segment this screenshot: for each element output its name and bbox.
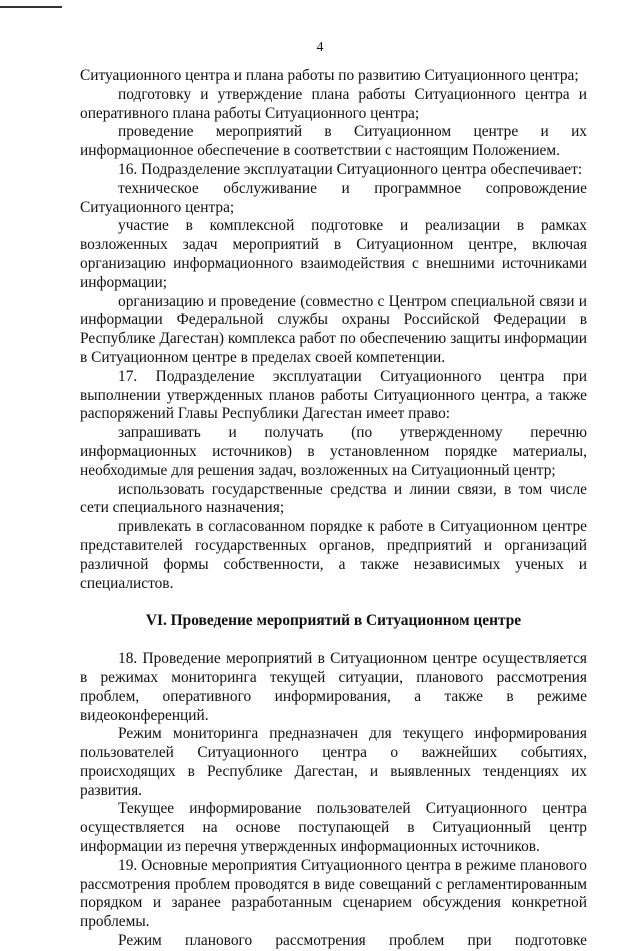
paragraph: подготовку и утверждение плана работы Ситуационного центра и оперативного плана работы Ситуационного центра;	[80, 85, 587, 122]
paragraph: 17. Подразделение эксплуатации Ситуационного центра при выполнении утвержденных планов работы Ситуационного центра, а также распоряжений Главы Республики Дагестан имеет право:	[80, 367, 587, 423]
paragraph: запрашивать и получать (по утвержденному перечню информационных источников) в установленном порядке материалы, необходимые для решения задач, возложенных на Ситуационный центр;	[80, 424, 587, 479]
page-number: 4	[316, 40, 324, 55]
section-heading: VI. Проведение мероприятий в Ситуационном центре	[145, 612, 522, 630]
paragraphs-before-heading	[80, 67, 587, 593]
paragraph: Режим планового рассмотрения проблем при подготовке	[118, 932, 587, 950]
paragraph: 16. Подразделение эксплуатации Ситуационного центра обеспечивает:	[118, 160, 583, 178]
paragraph: Режим мониторинга предназначен для текущего информирования пользователей Ситуационного центра о важнейших событиях, происходящих в Республике Дагестан, и выявленных тенденциях их развития.	[80, 725, 587, 799]
document-body	[80, 67, 587, 951]
paragraph: использовать государственные средства и линии связи, в том числе сети специального назначения;	[80, 480, 587, 517]
paragraphs-after-heading	[80, 650, 587, 951]
paragraph: Текущее информирование пользователей Ситуационного центра осуществляется на основе поступающей в Ситуационный центр информации из перечня утвержденных информационных источников.	[80, 800, 587, 856]
paragraph: проведение мероприятий в Ситуационном центре и их информационное обеспечение в соответствии с настоящим Положением.	[80, 123, 587, 160]
paragraph: 19. Основные мероприятия Ситуационного центра в режиме планового рассмотрения проблем проводятся в виде совещаний с регламентированным порядком и заранее разработанным сценарием обсуждения конкретной проблемы.	[80, 856, 587, 931]
paragraph: Ситуационного центра и плана работы по развитию Ситуационного центра;	[80, 67, 579, 84]
paragraph: привлекать в согласованном порядке к работе в Ситуационном центре представителей государственных органов, предприятий и организаций различной формы собственности, а также независимых ученых и специалистов.	[80, 518, 587, 592]
scan-edge-mark	[0, 6, 62, 8]
paragraph: техническое обслуживание и программное сопровождение Ситуационного центра;	[80, 179, 587, 216]
paragraph: 18. Проведение мероприятий в Ситуационном центре осуществляется в режимах мониторинга текущей ситуации, планового рассмотрения проблем, оперативного информирования, а также в режиме видеоконференций.	[80, 650, 587, 724]
paragraph: организацию и проведение (совместно с Центром специальной связи и информации Федеральной службы охраны Российской Федерации в Республике Дагестан) комплекса работ по обеспечению защиты информации в Ситуационном центре в пределах своей компетенции.	[80, 292, 587, 366]
paragraph: участие в комплексной подготовке и реализации в рамках возложенных задач мероприятий в Ситуационном центре, включая организацию информационного взаимодействия с внешними источниками информации;	[80, 217, 587, 291]
